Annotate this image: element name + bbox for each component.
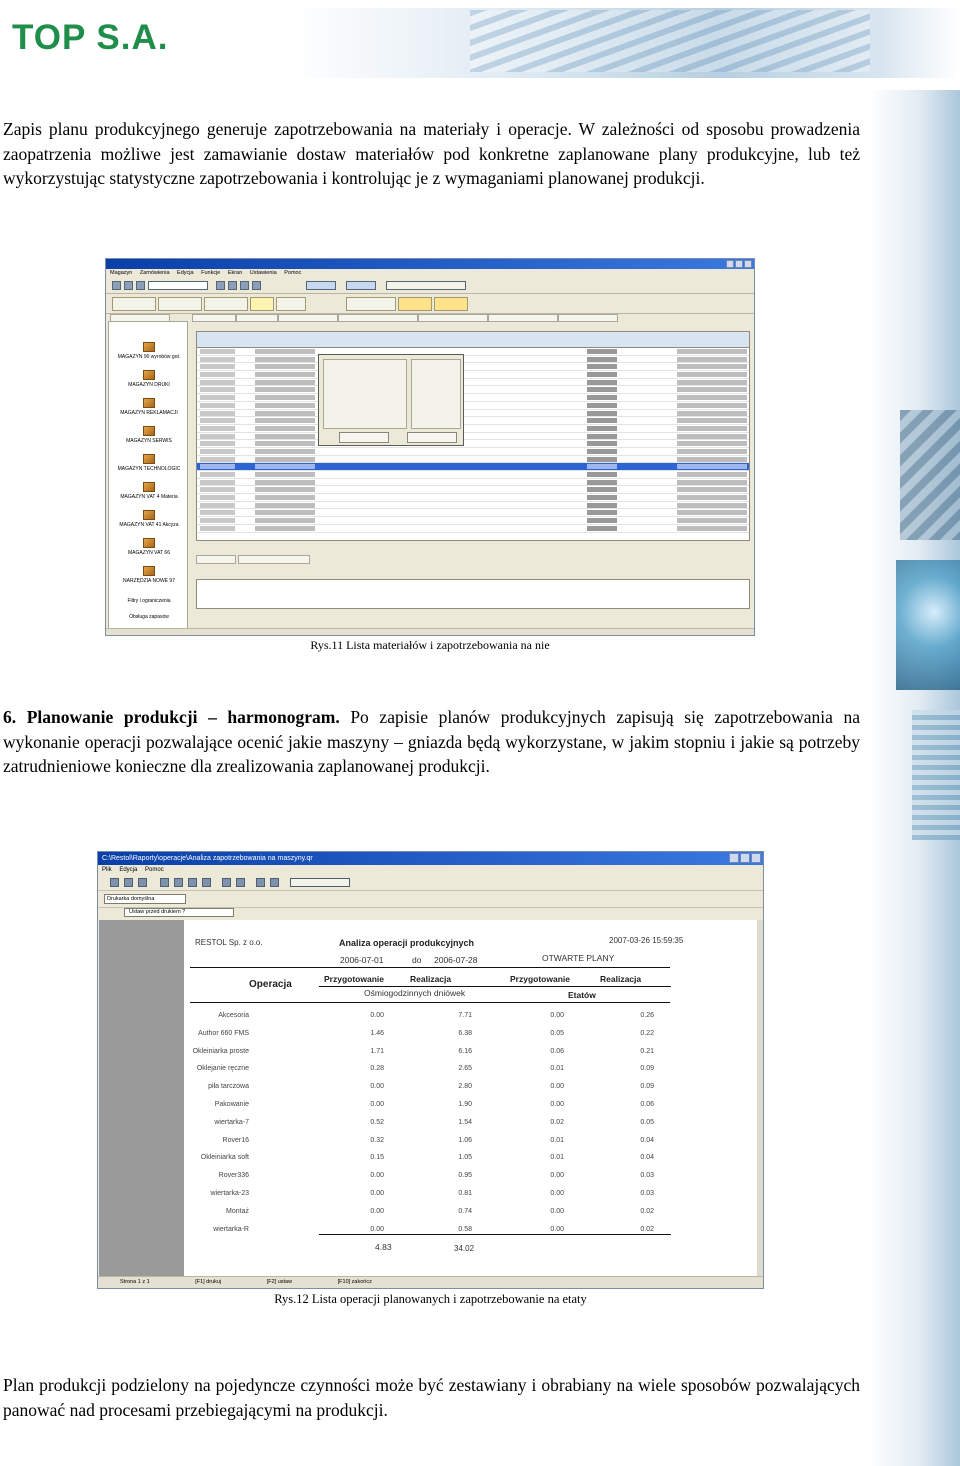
toolbar-button[interactable]	[306, 281, 336, 290]
table-row[interactable]	[197, 417, 749, 425]
toolbar-icon[interactable]	[136, 281, 145, 290]
close-icon[interactable]	[751, 853, 761, 863]
prep-days: 0.32	[370, 1136, 384, 1144]
exec-days: 6.16	[458, 1047, 472, 1055]
tab[interactable]	[418, 314, 488, 322]
warehouse-item[interactable]: MAGAZYN VAT 41 Akcyza	[117, 510, 181, 528]
toolbar-icon[interactable]	[222, 878, 231, 887]
section-paragraph	[3, 705, 860, 779]
print-options	[98, 908, 763, 918]
exec-fte: 0.21	[640, 1047, 654, 1055]
price-dialog	[318, 354, 464, 446]
tab[interactable]	[558, 314, 618, 322]
operation-name: Akcesoria	[218, 1012, 249, 1019]
exec-fte: 0.02	[640, 1225, 654, 1233]
tab[interactable]	[278, 314, 338, 322]
exec-fte: 0.03	[640, 1172, 654, 1180]
divider	[190, 1002, 670, 1003]
vertical-scrollbar[interactable]	[757, 920, 764, 1276]
exec-days: 0.81	[458, 1190, 472, 1197]
last-page-icon[interactable]	[202, 878, 211, 887]
exec-fte: 0.05	[640, 1118, 654, 1126]
report-page	[184, 920, 758, 1276]
operation-name: piła tarczowa	[208, 1083, 249, 1091]
toolbar-button[interactable]	[398, 297, 432, 311]
operation-name: Rover16	[222, 1136, 249, 1144]
operation-name: wiertarka-7	[214, 1118, 249, 1126]
maximize-icon[interactable]	[740, 853, 750, 863]
print-icon[interactable]	[110, 878, 119, 887]
table-row[interactable]	[197, 456, 749, 464]
exec-days: 1.05	[458, 1154, 472, 1162]
menu-item[interactable]: Zamówienia	[139, 270, 170, 276]
report-company: RESTOL Sp. z o.o.	[195, 938, 263, 947]
table-row[interactable]	[197, 494, 749, 502]
prep-days: 0.00	[370, 1225, 384, 1233]
total-przygotowanie: 4.83	[375, 1242, 392, 1252]
operation-name: Pakowanie	[214, 1101, 249, 1108]
toolbar-icon[interactable]	[240, 281, 249, 290]
plan-status: OTWARTE PLANY	[542, 953, 615, 963]
printer-toolbar	[98, 891, 763, 908]
close-icon[interactable]	[744, 260, 752, 268]
toolbar-icon[interactable]	[252, 281, 261, 290]
prep-fte: 0.00	[550, 1225, 564, 1233]
toolbar-button[interactable]	[276, 297, 306, 311]
prep-fte: 0.00	[550, 1101, 564, 1108]
exec-days: 1.06	[458, 1136, 472, 1144]
window-title: C:\Restol\Raporty\operacje\Analiza zapotrzebowania na maszyny.qr	[102, 855, 313, 862]
table-row[interactable]	[197, 517, 749, 525]
exec-days: 0.58	[458, 1225, 472, 1233]
toolbar-button[interactable]	[112, 297, 156, 311]
warehouse-icon	[143, 566, 155, 576]
table-row[interactable]	[197, 379, 749, 387]
prep-days: 0.00	[370, 1172, 384, 1180]
exec-fte: 0.06	[640, 1101, 654, 1108]
warehouse-item[interactable]: MAGAZYN REKLAMACJI	[117, 398, 181, 416]
toolbar-icon[interactable]	[270, 878, 279, 887]
exec-fte: 0.26	[640, 1012, 654, 1019]
col-operacja: Operacja	[249, 979, 292, 990]
col-przygotowanie-2: Przygotowanie	[510, 974, 570, 984]
menu-item[interactable]: Funkcje	[201, 270, 221, 276]
prep-fte: 0.00	[550, 1190, 564, 1197]
materials-list-screenshot	[105, 258, 755, 636]
prep-days: 0.28	[370, 1065, 384, 1073]
table-row[interactable]	[197, 479, 749, 487]
warehouse-icon	[143, 342, 155, 352]
table-row[interactable]	[197, 525, 749, 533]
operation-name: wiertarka-23	[210, 1190, 249, 1197]
prep-days: 0.52	[370, 1118, 384, 1126]
intro-paragraph: Zapis planu produkcyjnego generuje zapotrzebowania na materiały i operacje. W zależności od sposobu prowadzenia zaopatrzenia możliwe jest zamawianie dostaw materiałów pod konkretne zaplanowane plany produkcyjne, lub też wykorzystując statystyczne zapotrzebowania i kontrolując je z wymaganiami planowanej produkcji.	[3, 119, 860, 188]
filter-box[interactable]	[386, 281, 466, 290]
prep-fte: 0.01	[550, 1065, 564, 1073]
table-row[interactable]	[197, 440, 749, 448]
tab-strip	[106, 314, 754, 322]
prep-days: 1.71	[370, 1047, 384, 1055]
operation-name: Okleiniarka proste	[192, 1047, 249, 1055]
warehouse-item[interactable]: MAGAZYN SERWIS	[117, 426, 181, 444]
cancel-button[interactable]	[339, 432, 389, 443]
tab[interactable]	[238, 555, 310, 564]
exec-fte: 0.02	[640, 1207, 654, 1215]
exec-fte: 0.09	[640, 1065, 654, 1073]
section-heading: 6. Planowanie produkcji – harmonogram.	[3, 707, 340, 727]
table-row[interactable]	[197, 371, 749, 379]
report-canvas	[99, 920, 755, 1276]
exec-fte: 0.09	[640, 1083, 654, 1091]
prep-days: 0.00	[370, 1101, 384, 1108]
operation-name: Oklejanie ręczne	[196, 1065, 249, 1073]
table-row[interactable]	[197, 448, 749, 456]
materials-grid	[196, 331, 750, 541]
warehouse-icon	[143, 482, 155, 492]
prep-fte: 0.06	[550, 1047, 564, 1055]
prep-fte: 0.02	[550, 1118, 564, 1126]
divider	[190, 967, 670, 968]
total-realizacja: 34.02	[454, 1244, 475, 1253]
prep-days: 0.00	[370, 1207, 384, 1215]
subheader-dniowek: Ośmiogodzinnych dniówek	[364, 988, 466, 998]
tab[interactable]	[338, 314, 418, 322]
header-decoration	[470, 10, 870, 72]
setup-shortcut[interactable]: [F2] ustaw	[266, 1279, 293, 1285]
page-indicator: Strona 1 z 1	[120, 1279, 150, 1285]
page-header	[0, 0, 960, 95]
table-row-selected[interactable]	[197, 463, 749, 471]
window-titlebar	[98, 852, 763, 865]
toolbar-icon[interactable]	[124, 281, 133, 290]
toolbar-icon[interactable]	[112, 281, 121, 290]
printer-select[interactable]: Drukarka domyślna	[104, 894, 186, 904]
prep-days: 0.00	[370, 1190, 384, 1197]
status-bar	[106, 628, 755, 635]
warehouse-icon	[143, 538, 155, 548]
warehouse-item[interactable]: NARZĘDZIA NOWE 97	[117, 566, 181, 584]
stock-button[interactable]: Obsługa zapasów	[129, 614, 169, 620]
exec-days: 0.95	[458, 1172, 472, 1180]
prep-fte: 0.05	[550, 1029, 564, 1037]
table-row[interactable]	[197, 502, 749, 510]
date-to-label: do	[412, 955, 422, 965]
document-select[interactable]	[148, 281, 208, 290]
prep-days: 1.46	[370, 1029, 384, 1037]
table-row[interactable]	[197, 433, 749, 441]
toolbar-icon[interactable]	[228, 281, 237, 290]
exec-days: 6.38	[458, 1029, 472, 1037]
date-to: 2006-07-28	[434, 955, 478, 965]
subheader-etatow: Etatów	[568, 990, 596, 1000]
toolbar-icon[interactable]	[138, 878, 147, 887]
warehouse-item[interactable]: MAGAZYN VAT 66	[117, 538, 181, 556]
exec-fte: 0.04	[640, 1154, 654, 1162]
warehouse-icon	[143, 426, 155, 436]
menu-item[interactable]: Pomoc	[284, 270, 302, 276]
warehouse-icon	[143, 370, 155, 380]
tab[interactable]	[192, 314, 236, 322]
toolbar-icon[interactable]	[124, 878, 133, 887]
tab[interactable]	[488, 314, 558, 322]
warehouse-item[interactable]: MAGAZYN VAT 4 Materia	[117, 482, 181, 500]
menu-item[interactable]: Pomoc	[145, 867, 164, 873]
prep-fte: 0.01	[550, 1136, 564, 1144]
operation-name: Author 660 FMS	[198, 1029, 249, 1037]
prev-page-icon[interactable]	[174, 878, 183, 887]
toolbar-button[interactable]	[346, 281, 376, 290]
table-row[interactable]	[197, 410, 749, 418]
menu-item[interactable]: Ustawienia	[249, 270, 277, 276]
warehouse-item[interactable]: MAGAZYN DRUKI	[117, 370, 181, 388]
prep-days: 0.00	[370, 1012, 384, 1019]
menu-bar	[106, 269, 754, 278]
exec-days: 1.90	[458, 1101, 472, 1108]
exec-days: 2.80	[458, 1083, 472, 1091]
menu-item[interactable]: Ekran	[227, 270, 243, 276]
operation-name: Rover336	[218, 1172, 249, 1180]
report-title: Analiza operacji produkcyjnych	[339, 938, 475, 948]
table-row[interactable]	[197, 363, 749, 371]
divider	[319, 1234, 671, 1235]
toolbar-icon[interactable]	[256, 878, 265, 887]
warehouse-item[interactable]: MAGAZYN 90 wyrobów got.	[117, 342, 181, 360]
table-row[interactable]	[197, 356, 749, 364]
date-from: 2006-07-01	[340, 955, 384, 965]
toolbar-icon[interactable]	[236, 878, 245, 887]
section-text: Po zapisie planów produkcyjnych zapisują się zapotrzebowania na wykonanie operacji pozwalające ocenić jakie maszyny – gniazda będą wykorzystane, w jakim stopniu i jakie są potrzeby zatrudnieniowe konieczne dla zrealizowania zaplanowanej produkcji.	[3, 707, 860, 776]
minimize-icon[interactable]	[729, 853, 739, 863]
maximize-icon[interactable]	[735, 260, 743, 268]
window-titlebar	[106, 259, 754, 269]
prep-fte: 0.01	[550, 1154, 564, 1162]
toolbar-icon[interactable]	[216, 281, 225, 290]
table-row[interactable]	[197, 394, 749, 402]
exec-days: 2.65	[458, 1065, 472, 1073]
exec-fte: 0.22	[640, 1029, 654, 1037]
warehouse-icon	[143, 454, 155, 464]
closing-paragraph: Plan produkcji podzielony na pojedyncze czynności może być zestawiany i obrabiany na wiele sposobów pozwalających panować nad procesami przebiegającymi na produkcji.	[3, 1375, 860, 1420]
grid-header	[197, 332, 749, 348]
print-option-select[interactable]: Ustaw przed drukiem ?	[124, 908, 234, 917]
menu-item[interactable]: Plik	[102, 867, 112, 873]
documents-panel	[196, 555, 750, 625]
close-shortcut[interactable]: [F10] zakończ	[337, 1279, 372, 1285]
company-logo: TOP S.A.	[12, 18, 169, 57]
operations-report-screenshot	[97, 851, 764, 1289]
warehouse-icon	[143, 510, 155, 520]
menu-item[interactable]: Magazyn	[110, 270, 133, 276]
exec-fte: 0.04	[640, 1136, 654, 1144]
operation-name: Montaż	[226, 1207, 249, 1215]
menu-item[interactable]: Edycja	[119, 867, 138, 873]
menu-item[interactable]: Edycja	[177, 270, 194, 276]
report-timestamp: 2007-03-26 15:59:35	[609, 936, 684, 945]
prep-days: 0.00	[370, 1083, 384, 1091]
prep-fte: 0.00	[550, 1012, 564, 1019]
print-shortcut[interactable]: [F1] drukuj	[195, 1279, 222, 1285]
purchase-price-fields	[411, 359, 461, 429]
price-fields	[323, 359, 407, 429]
table-row[interactable]	[197, 348, 749, 356]
prep-fte: 0.00	[550, 1207, 564, 1215]
operation-name: Okleiniarka soft	[200, 1154, 249, 1162]
warehouse-item[interactable]: MAGAZYN TECHNOLOGIC	[117, 454, 181, 472]
next-page-icon[interactable]	[188, 878, 197, 887]
exec-days: 7.71	[458, 1012, 472, 1019]
toolbar-button[interactable]	[346, 297, 396, 311]
menu-bar	[98, 865, 763, 875]
col-realizacja-1: Realizacja	[410, 974, 452, 984]
table-row[interactable]	[197, 386, 749, 394]
tab[interactable]	[236, 314, 278, 322]
toolbar-button[interactable]	[250, 297, 274, 311]
table-row[interactable]	[197, 471, 749, 479]
exec-fte: 0.03	[640, 1190, 654, 1197]
tab[interactable]	[196, 555, 236, 564]
divider	[319, 986, 671, 987]
figure-caption: Rys.11 Lista materiałów i zapotrzebowania na nie	[310, 638, 550, 652]
documents-table	[196, 579, 750, 609]
toolbar-button[interactable]	[158, 297, 202, 311]
warehouse-icon	[143, 398, 155, 408]
toolbar-actions	[106, 294, 754, 314]
toolbar-button[interactable]	[434, 297, 468, 311]
prep-days: 0.15	[370, 1154, 384, 1162]
zoom-field[interactable]	[290, 878, 350, 887]
toolbar	[106, 278, 754, 294]
operation-name: wiertarka-R	[213, 1225, 249, 1233]
table-row[interactable]	[197, 486, 749, 494]
warehouse-panel	[108, 321, 188, 629]
filter-button[interactable]: Filtry i ograniczenia	[127, 598, 171, 604]
toolbar-button[interactable]	[204, 297, 248, 311]
col-realizacja-2: Realizacja	[600, 974, 642, 984]
first-page-icon[interactable]	[160, 878, 169, 887]
prep-fte: 0.00	[550, 1172, 564, 1180]
table-row[interactable]	[197, 425, 749, 433]
toolbar	[98, 875, 763, 891]
minimize-icon[interactable]	[726, 260, 734, 268]
col-przygotowanie-1: Przygotowanie	[324, 974, 384, 984]
prep-fte: 0.00	[550, 1083, 564, 1091]
side-decoration	[868, 90, 960, 1466]
status-bar	[98, 1276, 764, 1288]
table-row[interactable]	[197, 402, 749, 410]
figure-caption: Rys.12 Lista operacji planowanych i zapotrzebowanie na etaty	[274, 1292, 587, 1306]
exec-days: 1.54	[458, 1118, 472, 1126]
save-button[interactable]	[407, 432, 457, 443]
exec-days: 0.74	[458, 1207, 472, 1215]
table-row[interactable]	[197, 509, 749, 517]
